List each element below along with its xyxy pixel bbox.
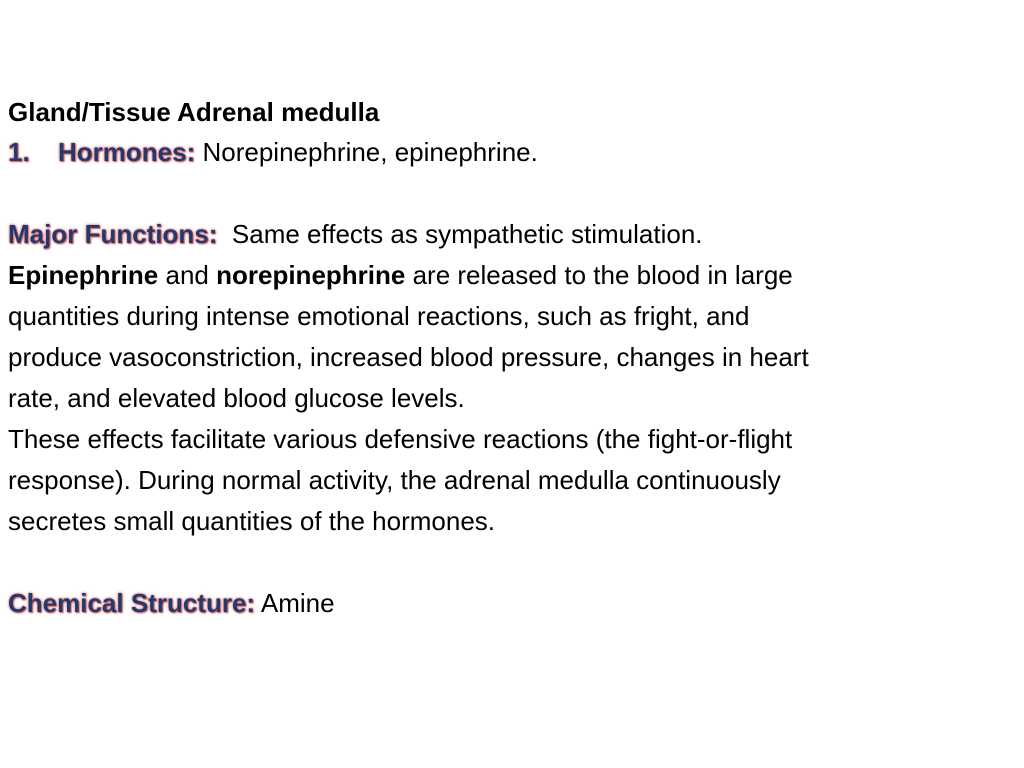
hormones-label: Hormones:: [58, 137, 196, 167]
functions-line: response). During normal activity, the adrenal medulla continuously: [8, 465, 781, 495]
hormones-value: Norepinephrine, epinephrine.: [202, 137, 538, 167]
slide-content: [8, 94, 998, 624]
functions-line: secretes small quantities of the hormones.: [8, 506, 496, 536]
functions-line: quantities during intense emotional reactions, such as fright, and: [8, 301, 750, 331]
major-functions-summary: Same effects as sympathetic stimulation.: [231, 219, 703, 249]
and-text: and: [165, 260, 209, 290]
functions-line-rest: are released to the blood in large: [412, 260, 793, 290]
chemical-structure-item: [8, 583, 998, 624]
spacer: [8, 542, 998, 583]
major-functions-heading: [8, 214, 998, 255]
chemical-structure-label: Chemical Structure:: [8, 588, 256, 618]
gland-title: Gland/Tissue Adrenal medulla: [8, 97, 380, 127]
functions-line: rate, and elevated blood glucose levels.: [8, 383, 465, 413]
norepinephrine-term: norepinephrine: [216, 260, 406, 290]
hormones-item: [8, 132, 998, 173]
functions-line: These effects facilitate various defensive reactions (the fight-or-flight: [8, 424, 793, 454]
major-functions-label: Major Functions:: [8, 219, 218, 249]
chemical-structure-value: Amine: [260, 588, 335, 618]
functions-line: produce vasoconstriction, increased blood pressure, changes in heart: [8, 342, 809, 372]
hormones-number: 1.: [8, 137, 30, 167]
epinephrine-term: Epinephrine: [8, 260, 159, 290]
functions-line: [8, 255, 998, 296]
spacer: [8, 173, 998, 214]
